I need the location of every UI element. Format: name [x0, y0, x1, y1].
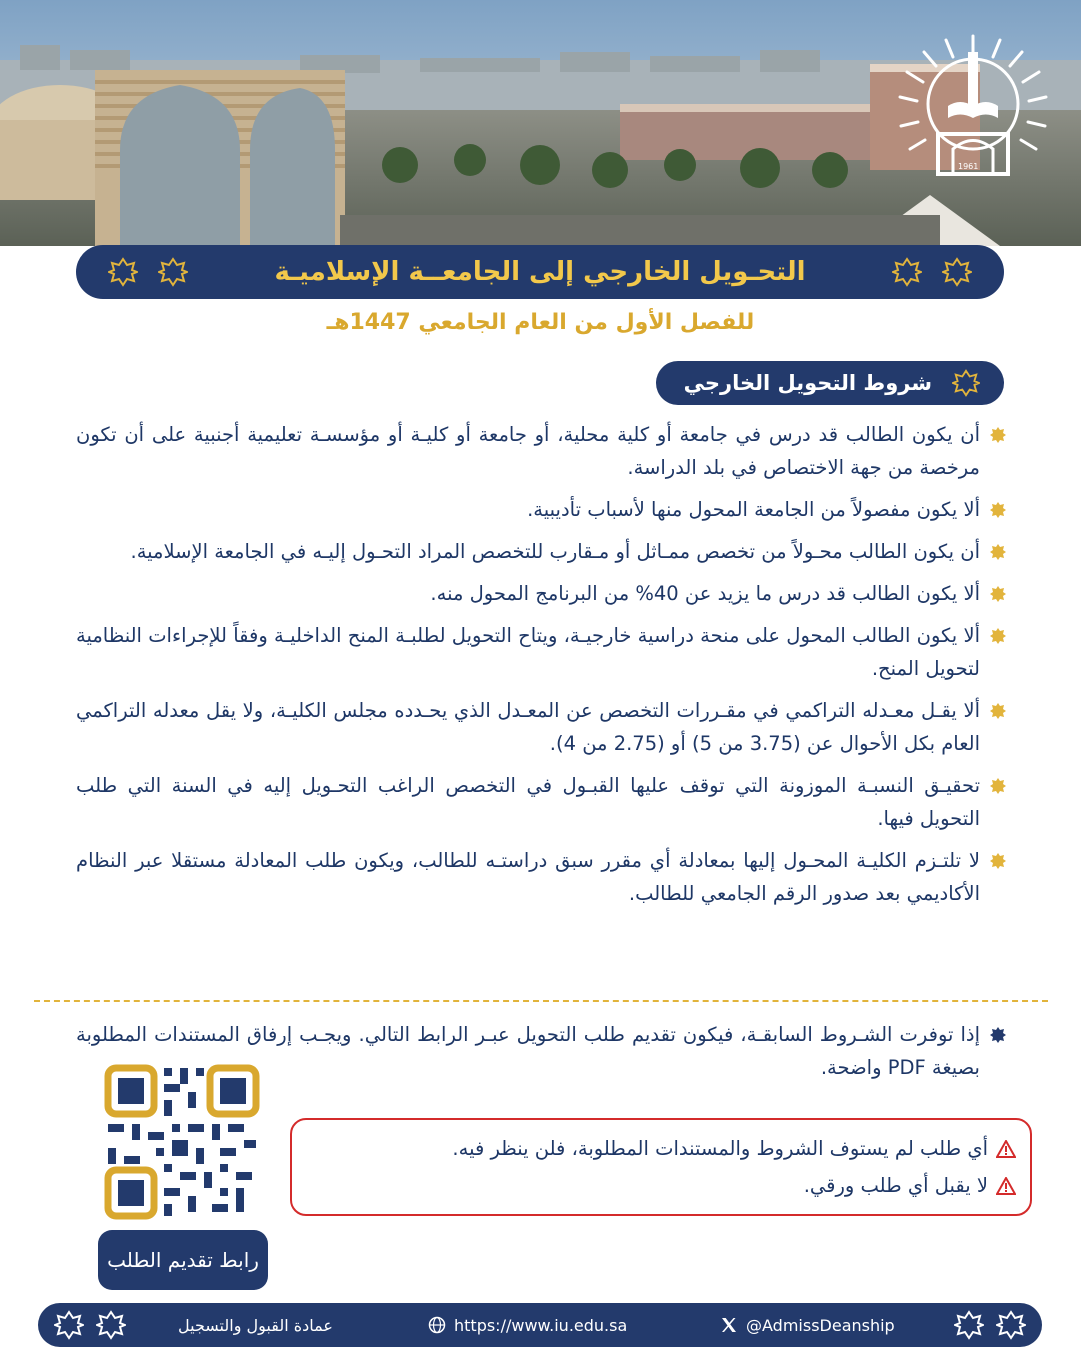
ornament-star-icon — [952, 369, 980, 397]
page-title: التحـويل الخارجي إلى الجامعــة الإسلاميـة — [274, 257, 806, 287]
warning-triangle-icon — [996, 1140, 1016, 1158]
footer-bar — [38, 1303, 1042, 1347]
gold-star-bullet-icon — [990, 778, 1006, 794]
conditions-list — [76, 418, 1006, 919]
warning-triangle-icon — [996, 1177, 1016, 1195]
warning-item: لا يقبل أي طلب ورقي. — [306, 1167, 1016, 1204]
ornament-star-icon — [996, 1310, 1026, 1340]
list-item: لا تلتـزم الكليـة المحـول إليها بمعادلة أي مقرر سبق دراستـه للطالب، ويكون طلب المعادلة مستقلا عبر النظام الأكاديمي بعد صدور الرقم الجامعي للطالب. — [76, 844, 1006, 910]
footer-website-link[interactable]: https://www.iu.edu.sa — [428, 1303, 627, 1347]
ornament-star-icon — [96, 1310, 126, 1340]
university-logo — [898, 34, 1048, 184]
apply-note: إذا توفرت الشـروط السابقـة، فيكون تقديم طلب التحويل عبـر الرابط التالي. ويجـب إرفاق المستندات المطلوبة بصيغة PDF واضحة. — [76, 1018, 1006, 1084]
page-subtitle: للفصل الأول من العام الجامعي 1447هـ — [326, 310, 755, 335]
logo-year: 1961 — [958, 162, 979, 171]
qr-code[interactable] — [104, 1064, 260, 1220]
list-item: ألا يكون الطالب قد درس ما يزيد عن 40% من البرنامج المحول منه. — [76, 577, 1006, 610]
ornament-star-icon — [954, 1310, 984, 1340]
dashed-divider — [34, 1000, 1048, 1002]
list-item: ألا يكون مفصولاً من الجامعة المحول منها لأسباب تأديبية. — [76, 493, 1006, 526]
x-logo-icon — [720, 1316, 738, 1334]
gold-star-bullet-icon — [990, 628, 1006, 644]
warning-item: أي طلب لم يستوف الشروط والمستندات المطلوبة، فلن ينظر فيه. — [306, 1130, 1016, 1167]
ornament-star-icon — [892, 257, 922, 287]
warning-box — [290, 1118, 1032, 1216]
section-header — [656, 361, 1004, 405]
gold-star-bullet-icon — [990, 703, 1006, 719]
ornament-star-icon — [54, 1310, 84, 1340]
gold-star-bullet-icon — [990, 586, 1006, 602]
ornament-star-icon — [158, 257, 188, 287]
section-title: شروط التحويل الخارجي — [683, 371, 932, 395]
list-item: تحقيـق النسبـة الموزونة التي توقف عليها القبـول في التخصص الراغب التحـويل إليه في السنة التي طلب التحويل فيها. — [76, 769, 1006, 835]
gold-star-bullet-icon — [990, 502, 1006, 518]
ornament-star-icon — [108, 257, 138, 287]
footer-social-link[interactable]: @AdmissDeanship — [720, 1303, 895, 1347]
list-item: ألا يقـل معـدله التراكمي في مقـررات التخصص عن المعـدل الذي يحـدده مجلس الكليـة، ولا يقل معدله التراكمي العام بكل الأحوال عن (3.75 من 5) أو (2.75 من 4). — [76, 694, 1006, 760]
list-item: أن يكون الطالب قد درس في جامعة أو كلية محلية، أو جامعة أو كليـة أو مؤسسـة تعليمية أجنبية على أن تكون مرخصة من جهة الاختصاص في بلد الدراسة. — [76, 418, 1006, 484]
navy-star-bullet-icon — [990, 1027, 1006, 1043]
list-item: أن يكون الطالب محـولاً من تخصص ممـاثل أو مـقارب للتخصص المراد التحـول إليـه في الجامعة الإسلامية. — [76, 535, 1006, 568]
title-banner — [76, 245, 1004, 299]
apply-link-button[interactable]: رابط تقديم الطلب — [98, 1230, 268, 1290]
footer-deanship: عمادة القبول والتسجيل — [178, 1315, 333, 1335]
list-item: ألا يكون الطالب المحول على منحة دراسية خارجيـة، ويتاح التحويل لطلبـة المنح الداخليـة وفقاً للإجراءات النظامية لتحويل المنح. — [76, 619, 1006, 685]
ornament-star-icon — [942, 257, 972, 287]
gold-star-bullet-icon — [990, 427, 1006, 443]
gold-star-bullet-icon — [990, 853, 1006, 869]
globe-icon — [428, 1316, 446, 1334]
gold-star-bullet-icon — [990, 544, 1006, 560]
